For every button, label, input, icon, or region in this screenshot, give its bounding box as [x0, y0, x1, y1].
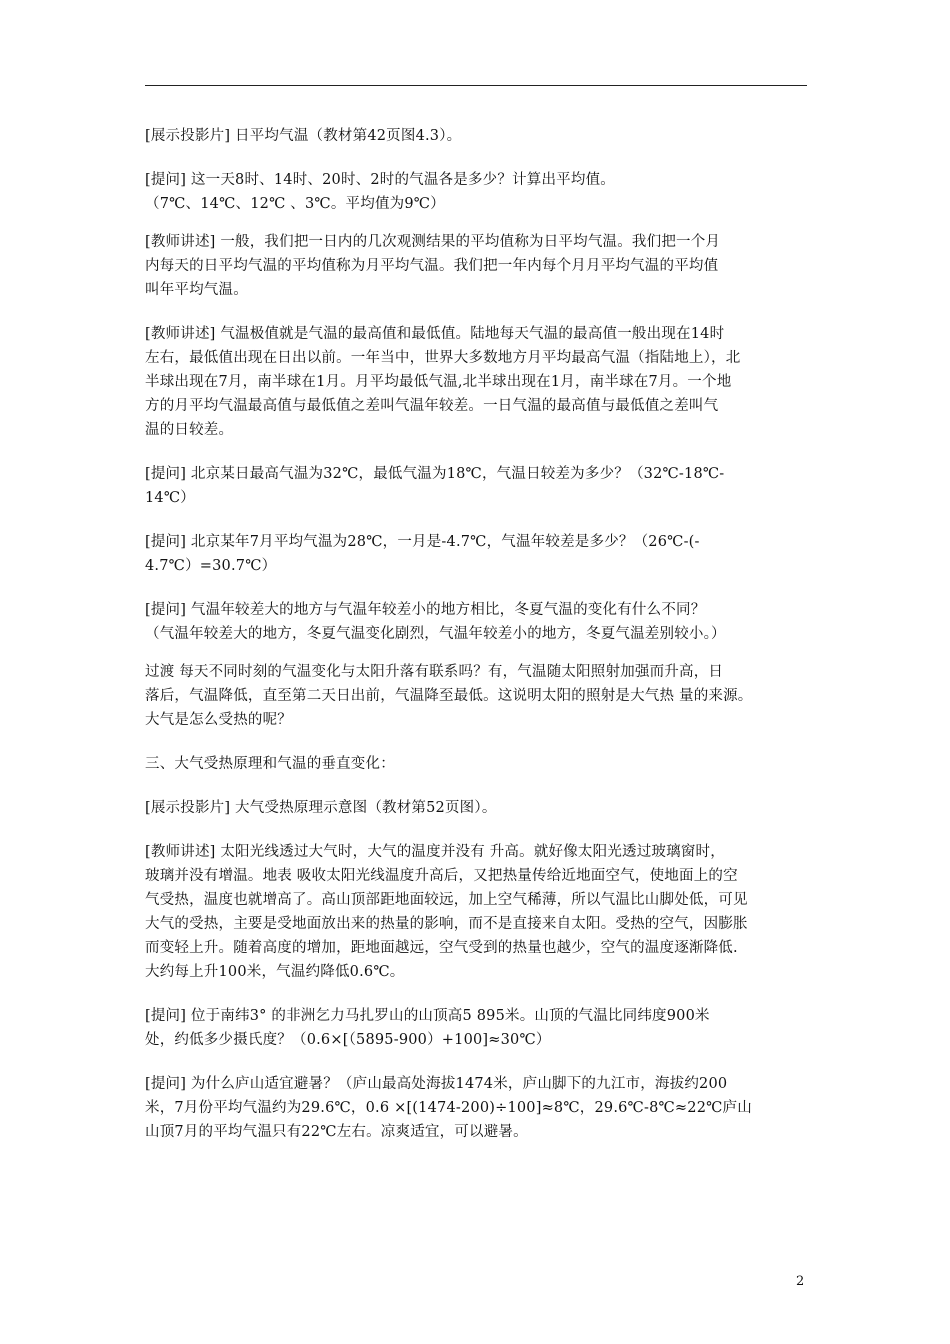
- page-number: 2: [796, 1274, 805, 1289]
- text-line: （7℃、14℃、12℃ 、3℃。平均值为9℃）: [145, 196, 445, 212]
- text-line: 左右，最低值出现在日出以前。一年当中，世界大多数地方月平均最高气温（指陆地上），北: [145, 350, 741, 366]
- paragraph: [145, 660, 810, 732]
- text-line: 落后，气温降低，直至第二天日出前，气温降至最低。这说明太阳的照射是大气热 量的来源。: [145, 688, 753, 704]
- text-line: 大气是怎么受热的呢？: [145, 712, 292, 728]
- text-line: [提问] 位于南纬3° 的非洲乞力马扎罗山的山顶高5 895米。山顶的气温比同纬度900米: [145, 1008, 710, 1024]
- paragraph: [145, 1004, 810, 1052]
- paragraph: [145, 462, 810, 510]
- text-line: 半球出现在7月，南半球在1月。月平均最低气温,北半球出现在1月，南半球在7月。一个地: [145, 374, 732, 390]
- paragraph: [145, 322, 810, 442]
- text-line: 4.7℃）=30.7℃）: [145, 558, 277, 574]
- text-line: 叫年平均气温。: [145, 282, 248, 298]
- text-line: 大气的受热，主要是受地面放出来的热量的影响，而不是直接来自太阳。受热的空气，因膨胀: [145, 916, 748, 932]
- text-line: 温的日较差。: [145, 422, 234, 438]
- text-line: 14℃）: [145, 490, 195, 506]
- text-line: 方的月平均气温最高值与最低值之差叫气温年较差。一日气温的最高值与最低值之差叫气: [145, 398, 719, 414]
- paragraph: [145, 598, 810, 646]
- text-line: [教师讲述] 太阳光线透过大气时，大气的温度并没有 升高。就好像太阳光透过玻璃窗时，: [145, 844, 725, 860]
- paragraph: [145, 796, 810, 820]
- text-line: [提问] 气温年较差大的地方与气温年较差小的地方相比，冬夏气温的变化有什么不同？: [145, 602, 706, 618]
- text-line: 处，约低多少摄氏度？（0.6×[（5895-900）+100]≈30℃）: [145, 1032, 551, 1048]
- text-line: 过渡 每天不同时刻的气温变化与太阳升落有联系吗？有，气温随太阳照射加强而升高，日: [145, 664, 724, 680]
- text-line: [教师讲述] 一般，我们把一日内的几次观测结果的平均值称为日平均气温。我们把一个月: [145, 234, 721, 250]
- paragraph: [145, 840, 810, 984]
- paragraph: [145, 124, 810, 148]
- text-line: 三、大气受热原理和气温的垂直变化：: [145, 756, 395, 772]
- text-line: [提问] 北京某日最高气温为32℃，最低气温为18℃，气温日较差为多少？（32℃-18℃-: [145, 466, 725, 482]
- paragraph: [145, 1072, 810, 1144]
- paragraph: [145, 230, 810, 302]
- paragraph: [145, 752, 810, 776]
- text-line: 内每天的日平均气温的平均值称为月平均气温。我们把一年内每个月月平均气温的平均值: [145, 258, 719, 274]
- text-line: [提问] 为什么庐山适宜避暑？（庐山最高处海拔1474米，庐山脚下的九江市，海拔约200: [145, 1076, 728, 1092]
- document-body: [145, 124, 810, 1164]
- paragraph: [145, 168, 810, 216]
- text-line: [提问] 这一天8时、14时、20时、2时的气温各是多少？计算出平均值。: [145, 172, 615, 188]
- text-line: 米，7月份平均气温约为29.6℃，0.6 ×[(1474-200)÷100]≈8℃，29.6℃-8℃≈22℃庐山: [145, 1100, 752, 1116]
- paragraph: [145, 530, 810, 578]
- header-rule: [145, 85, 807, 86]
- text-line: 大约每上升100米，气温约降低0.6℃。: [145, 964, 405, 980]
- text-line: [展示投影片] 日平均气温（教材第42页图4.3）。: [145, 128, 462, 144]
- text-line: （气温年较差大的地方，冬夏气温变化剧烈，气温年较差小的地方，冬夏气温差别较小。）: [145, 626, 726, 642]
- text-line: 玻璃并没有增温。地表 吸收太阳光线温度升高后，又把热量传给近地面空气，使地面上的空: [145, 868, 738, 884]
- text-line: 气受热，温度也就增高了。高山顶部距地面较远，加上空气稀薄，所以气温比山脚处低，可见: [145, 892, 748, 908]
- text-line: [教师讲述] 气温极值就是气温的最高值和最低值。陆地每天气温的最高值一般出现在14时: [145, 326, 725, 342]
- text-line: 而变轻上升。随着高度的增加，距地面越远，空气受到的热量也越少，空气的温度逐渐降低.: [145, 940, 738, 956]
- text-line: [提问] 北京某年7月平均气温为28℃，一月是-4.7℃，气温年较差是多少？（26℃-(-: [145, 534, 700, 550]
- text-line: 山顶7月的平均气温只有22℃左右。凉爽适宜，可以避暑。: [145, 1124, 528, 1140]
- text-line: [展示投影片] 大气受热原理示意图（教材第52页图）。: [145, 800, 497, 816]
